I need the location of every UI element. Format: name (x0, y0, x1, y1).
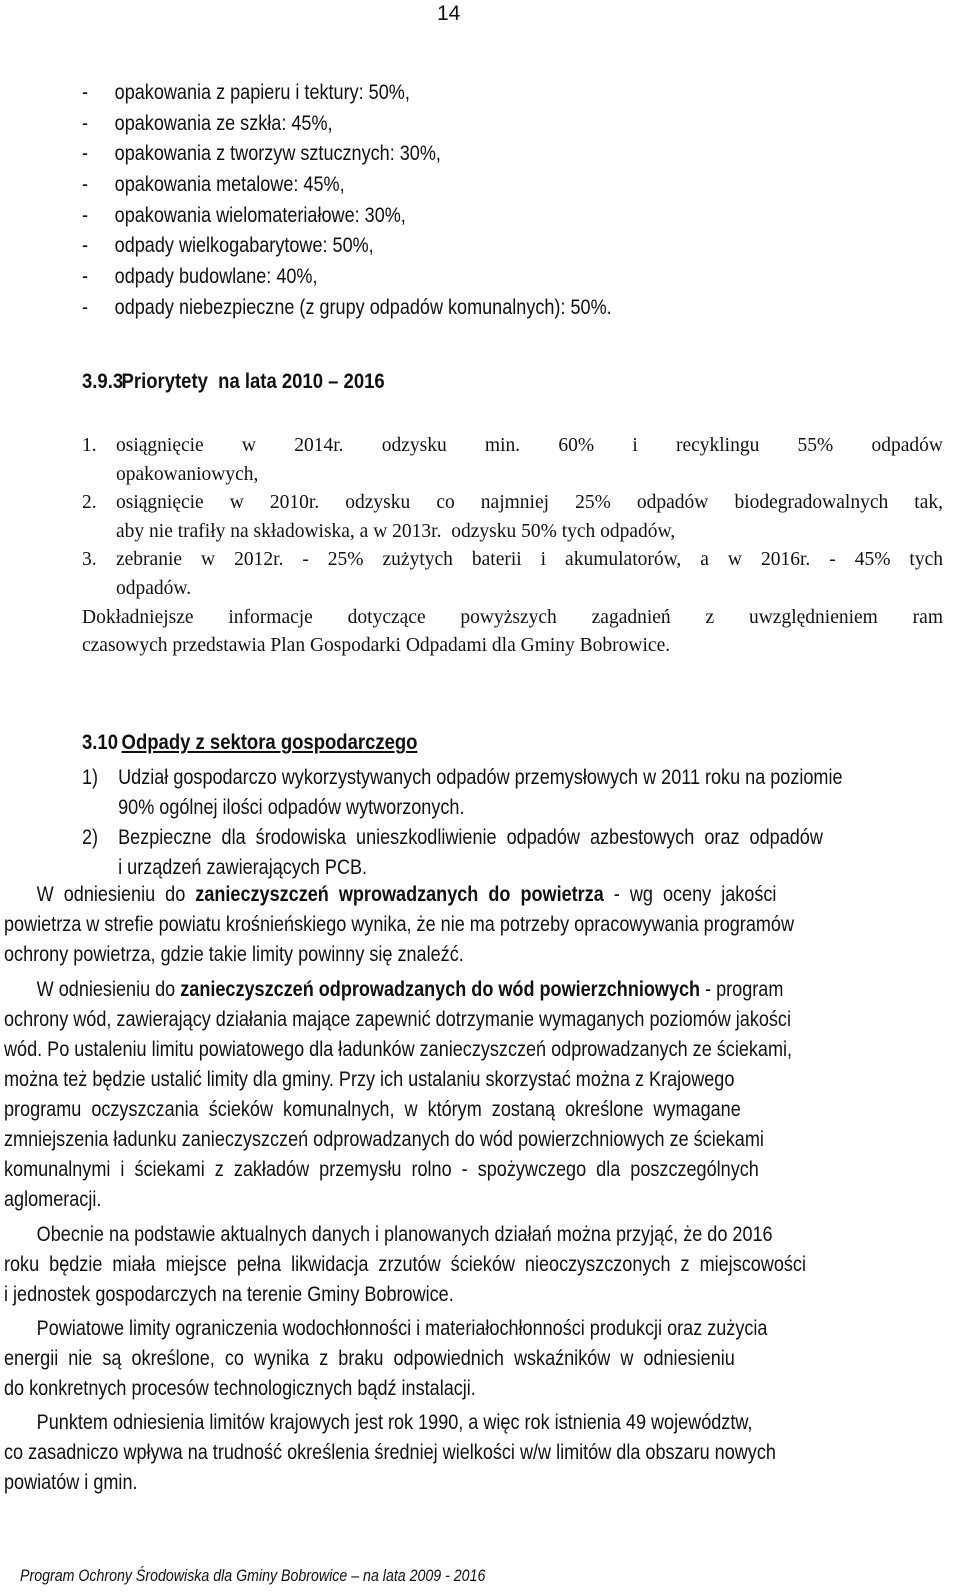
priority-item: 2. osiągnięcie w 2010r. odzysku co najmniej 25% odpadów biodegradowalnych tak, aby nie trafiły na składowiska, a w 2013r. odzysku 50% tych odpadów, (82, 492, 943, 542)
list-item: - opakowania z papieru i tektury: 50%, (82, 81, 410, 104)
list-item: 2) Bezpieczne dla środowiska unieszkodliwienie odpadów azbestowych oraz odpadów (82, 826, 823, 849)
water-paragraph-line: W odniesieniu do zanieczyszczeń odprowadzanych do wód powierzchniowych - program (36, 978, 784, 1001)
air-paragraph-line: ochrony powietrza, gdzie takie limity powinny się znaleźć. (4, 943, 464, 966)
list-item: - odpady wielkogabarytowe: 50%, (82, 234, 374, 258)
list-item-continuation: i urządzeń zawierających PCB. (118, 856, 368, 879)
list-item: - opakowania z tworzyw sztucznych: 30%, (82, 142, 441, 166)
list-item: - odpady niebezpieczne (z grupy odpadów komunalnych): 50%. (82, 295, 612, 319)
water-paragraph-line: komunalnymi i ściekami z zakładów przemysłu rolno - spożywczego dla poszczególnych (4, 1158, 759, 1181)
water-paragraph-line: wód. Po ustaleniu limitu powiatowego dla ładunków zanieczyszczeń odprowadzanych ze ściekami, (4, 1038, 793, 1061)
para-1990-line: co zasadniczo wpływa na trudność określenia średniej wielkości w/w limitów dla obszaru nowych (4, 1441, 776, 1464)
priority-item: 3. zebranie w 2012r. - 25% zużytych baterii i akumulatorów, a w 2016r. - 45% tych odpadów. (82, 549, 943, 599)
section-heading-3-9-3 (82, 369, 385, 394)
section-heading-3-10 (82, 730, 417, 755)
list-item: - opakowania wielomateriałowe: 30%, (82, 203, 406, 227)
page-number: 14 (437, 2, 461, 25)
list-item: 1) Udział gospodarczo wykorzystywanych odpadów przemysłowych w 2011 roku na poziomie (82, 766, 843, 789)
para-2016-line: i jednostek gospodarczych na terenie Gminy Bobrowice. (4, 1283, 454, 1306)
para-1990-line: powiatów i gmin. (4, 1471, 138, 1494)
water-paragraph-line: zmniejszenia ładunku zanieczyszczeń odprowadzanych do wód powierzchniowych ze ściekami (4, 1128, 764, 1151)
page-footer: Program Ochrony Środowiska dla Gminy Bobrowice – na lata 2009 - 2016 (20, 1567, 486, 1585)
para-limits-line: energii nie są określone, co wynika z braku odpowiednich wskaźników w odniesieniu (4, 1347, 735, 1370)
priorities-block (82, 432, 943, 661)
section-number: 3.10 (82, 730, 118, 754)
water-paragraph-line: ochrony wód, zawierający działania mające zapewnić dotrzymanie wymaganych poziomów jakości (4, 1008, 791, 1031)
air-paragraph-line: powietrza w strefie powiatu krośnieńskiego wynika, że nie ma potrzeby opracowywania programów (4, 913, 795, 936)
list-item-continuation: 90% ogólnej ilości odpadów wytworzonych. (118, 796, 465, 819)
air-paragraph-line: W odniesieniu do zanieczyszczeń wprowadzanych do powietrza - wg oceny jakości (36, 883, 777, 906)
water-paragraph-line: aglomeracji. (4, 1188, 102, 1211)
priority-item: 1. osiągnięcie w 2014r. odzysku min. 60% i recyklingu 55% odpadów opakowaniowych, (82, 435, 943, 485)
para-2016-line: roku będzie miała miejsce pełna likwidacja zrzutów ścieków nieoczyszczonych z miejscowości (4, 1253, 806, 1276)
recycling-targets-list (82, 78, 612, 324)
para-2016-line: Obecnie na podstawie aktualnych danych i planowanych działań można przyjąć, że do 2016 (36, 1223, 773, 1246)
water-paragraph-line: można też będzie ustalić limity dla gminy. Przy ich ustalaniu skorzystać można z Krajowego (4, 1068, 735, 1091)
para-limits-line: do konkretnych procesów technologicznych bądź instalacji. (4, 1377, 476, 1400)
water-paragraph-line: programu oczyszczania ścieków komunalnych, w którym zostaną określone wymagane (4, 1098, 741, 1121)
para-1990-line: Punktem odniesienia limitów krajowych jest rok 1990, a więc rok istnienia 49 województw, (36, 1411, 753, 1434)
section-title: Odpady z sektora gospodarczego (121, 730, 418, 754)
section-title: Priorytety na lata 2010 – 2016 (121, 369, 385, 393)
list-item: - odpady budowlane: 40%, (82, 265, 318, 289)
list-item: - opakowania metalowe: 45%, (82, 173, 345, 197)
section-number: 3.9.3 (82, 369, 124, 393)
para-limits-line: Powiatowe limity ograniczenia wodochłonności i materiałochłonności produkcji oraz zużycia (36, 1317, 768, 1340)
priorities-note: Dokładniejsze informacje dotyczące powyższych zagadnień z uwzględnieniem ram czasowych przedstawia Plan Gospodarki Odpadami dla Gminy Bobrowice. (82, 606, 943, 657)
list-item: - opakowania ze szkła: 45%, (82, 111, 333, 135)
